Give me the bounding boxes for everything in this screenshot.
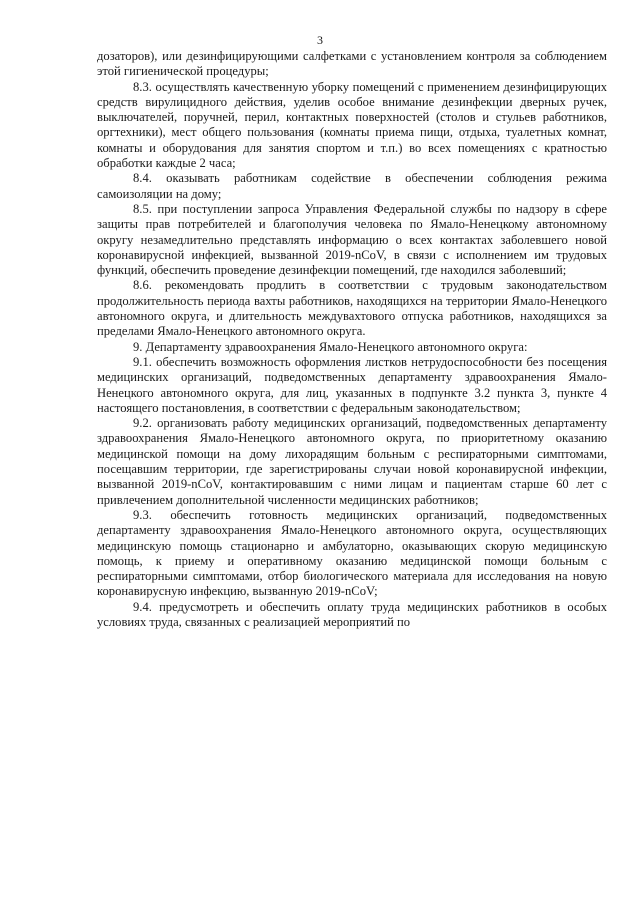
paragraph-8-5: 8.5. при поступлении запроса Управления Федеральной службы по надзору в сфере защиты прав потребителей и благополучия человека по Ямало-Ненецкому автономному округу незамедлительно представлять информацию о всех контактах заболевшего новой коронавирусной инфекцией, вызванной 2019-nCoV, в связи с исполнением им трудовых функций, обеспечить проведение дезинфекции помещений, где находился заболевший; — [97, 201, 607, 278]
paragraph-9-2: 9.2. организовать работу медицинских организаций, подведомственных департаменту здравоохранения Ямало-Ненецкого автономного округа, по приоритетному оказанию медицинской помощи на дому лихорадящим больным с респираторными симптомами, посещавшим территории, где зарегистрированы случаи новой коронавирусной инфекции, вызванной 2019-nCoV, контактировавшим с ними лицам и пациентам старше 60 лет с привлечением дополнительной численности медицинских работников; — [97, 416, 607, 507]
paragraph-8-3: 8.3. осуществлять качественную уборку помещений с применением дезинфицирующих средств вирулицидного действия, уделив особое внимание дезинфекции дверных ручек, выключателей, поручней, перил, контактных поверхностей (столов и стульев работников, оргтехники), мест общего пользования (комнаты приема пищи, отдыха, туалетных комнат, комнаты и оборудования для занятия спортом и т.п.) во всех помещениях с кратностью обработки каждые 2 часа; — [97, 79, 607, 171]
paragraph-8-6: 8.6. рекомендовать продлить в соответствии с трудовым законодательством продолжительность периода вахты работников, находящихся на территории Ямало-Ненецкого автономного округа, и длительность междувахтового отпуска работников, находящихся за пределами Ямало-Ненецкого автономного округа. — [97, 278, 607, 339]
paragraph-8-4: 8.4. оказывать работникам содействие в обеспечении соблюдения режима самоизоляции на дому; — [97, 171, 607, 201]
paragraph-9: 9. Департаменту здравоохранения Ямало-Ненецкого автономного округа: — [133, 339, 528, 354]
document-body — [97, 49, 607, 630]
paragraph-9-3: 9.3. обеспечить готовность медицинских организаций, подведомственных департаменту здравоохранения Ямало-Ненецкого автономного округа, осуществляющих медицинскую помощь стационарно и амбулаторно, оказывающих скорую медицинскую помощь, к приему и оперативному оказанию медицинской помощи больным с респираторными симптомами, отбор биологического материала для исследования на новую коронавирусную инфекцию, вызванную 2019-nCoV; — [97, 507, 607, 599]
paragraph-continuation: дозаторов), или дезинфицирующими салфетками с установлением контроля за соблюдением этой гигиенической процедуры; — [97, 49, 607, 79]
paragraph-9-4: 9.4. предусмотреть и обеспечить оплату труда медицинских работников в особых условиях труда, связанных с реализацией мероприятий по — [97, 599, 607, 629]
page-number: 3 — [317, 33, 323, 47]
paragraph-9-1: 9.1. обеспечить возможность оформления листков нетрудоспособности без посещения медицинских организаций, подведомственных департаменту здравоохранения Ямало-Ненецкого автономного округа, для лиц, указанных в подпункте 3.2 пункта 3, пункте 4 настоящего постановления, в соответствии с федеральным законодательством; — [97, 354, 607, 415]
